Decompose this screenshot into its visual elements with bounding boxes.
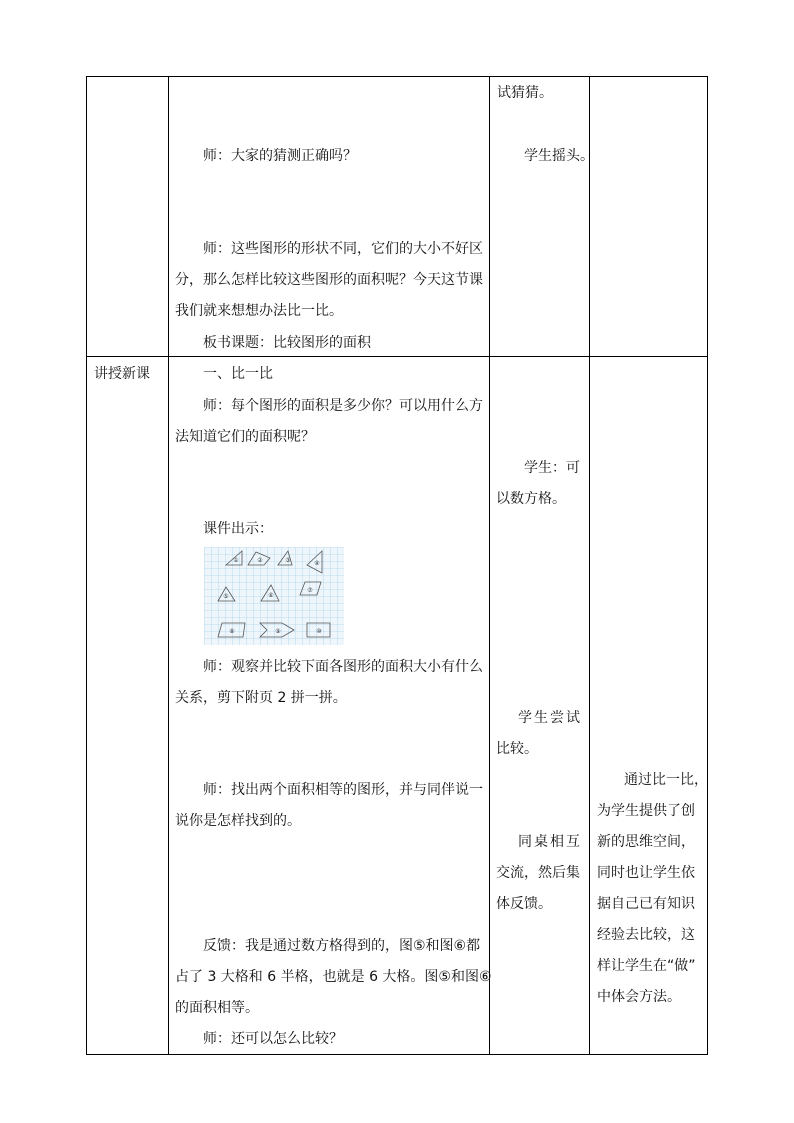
teacher-line: 关系，剪下附页 2 拼一拼。 — [175, 690, 347, 706]
design-intent: 同时也让学生依 — [597, 865, 695, 881]
shape-label: ① — [233, 557, 239, 564]
shape-label: ⑤ — [223, 593, 229, 600]
design-intent: 新的思维空间， — [597, 834, 695, 850]
table-right-border — [707, 76, 708, 1055]
column-divider-1 — [168, 76, 169, 1055]
student-activity: 学生尝试 — [518, 710, 582, 726]
feedback-line: 的面积相等。 — [175, 1000, 259, 1016]
table-left-border — [86, 76, 87, 1055]
teacher-line: 师：每个图形的面积是多少你？可以用什么方 — [203, 398, 483, 414]
section-heading: 一、比一比 — [203, 366, 273, 382]
section-label: 讲授新课 — [94, 366, 150, 382]
grid-shapes-figure — [204, 547, 344, 645]
shape-label: ⑦ — [307, 587, 313, 594]
teacher-line: 我们就来想想办法比一比。 — [175, 303, 343, 319]
student-activity: 以数方格。 — [496, 491, 566, 507]
student-activity: 同桌相互 — [518, 834, 582, 850]
teacher-line: 师：这些图形的形状不同，它们的大小不好区 — [203, 241, 483, 257]
teacher-line: 说你是怎样找到的。 — [175, 813, 301, 829]
student-activity: 学生：可 — [524, 460, 580, 476]
shape-label: ⑩ — [316, 628, 322, 635]
table-top-border — [86, 76, 708, 77]
student-activity: 交流，然后集 — [496, 865, 580, 881]
shape-label: ⑥ — [268, 592, 274, 599]
shape-label: ② — [257, 557, 263, 564]
design-intent: 据自己已有知识 — [597, 896, 695, 912]
student-activity: 体反馈。 — [496, 896, 552, 912]
feedback-line: 反馈：我是通过数方格得到的，图⑤和图⑥都 — [203, 938, 481, 954]
column-divider-2 — [489, 76, 490, 1055]
design-intent: 经验去比较，这 — [597, 927, 695, 943]
teacher-line: 法知道它们的面积呢？ — [175, 429, 315, 445]
shape-label: ④ — [314, 560, 320, 567]
teacher-line: 分，那么怎样比较这些图形的面积呢？今天这节课 — [175, 272, 483, 288]
design-intent: 为学生提供了创 — [597, 803, 695, 819]
design-intent: 样让学生在“做” — [597, 958, 696, 974]
shape-label: ⑨ — [275, 628, 281, 635]
student-activity: 试猜猜。 — [497, 85, 553, 101]
design-intent: 通过比一比， — [624, 772, 708, 788]
courseware-label: 课件出示： — [203, 521, 273, 537]
teacher-line: 师：大家的猜测正确吗？ — [203, 148, 357, 164]
student-activity: 比较。 — [496, 741, 538, 757]
shape-label: ⑧ — [229, 628, 235, 635]
row-divider — [86, 356, 708, 357]
teacher-line: 师：找出两个面积相等的图形，并与同伴说一 — [203, 782, 483, 798]
shape-label: ③ — [285, 557, 291, 564]
teacher-line: 师：观察并比较下面各图形的面积大小有什么 — [203, 659, 483, 675]
student-activity: 学生摇头。 — [524, 148, 594, 164]
teacher-line: 师：还可以怎么比较？ — [203, 1031, 343, 1047]
board-title-line: 板书课题：比较图形的面积 — [203, 335, 371, 351]
design-intent: 中体会方法。 — [597, 989, 681, 1005]
column-divider-3 — [589, 76, 590, 1055]
feedback-line: 占了 3 大格和 6 半格，也就是 6 大格。图⑤和图⑥ — [175, 969, 492, 985]
table-bottom-border — [86, 1054, 708, 1055]
